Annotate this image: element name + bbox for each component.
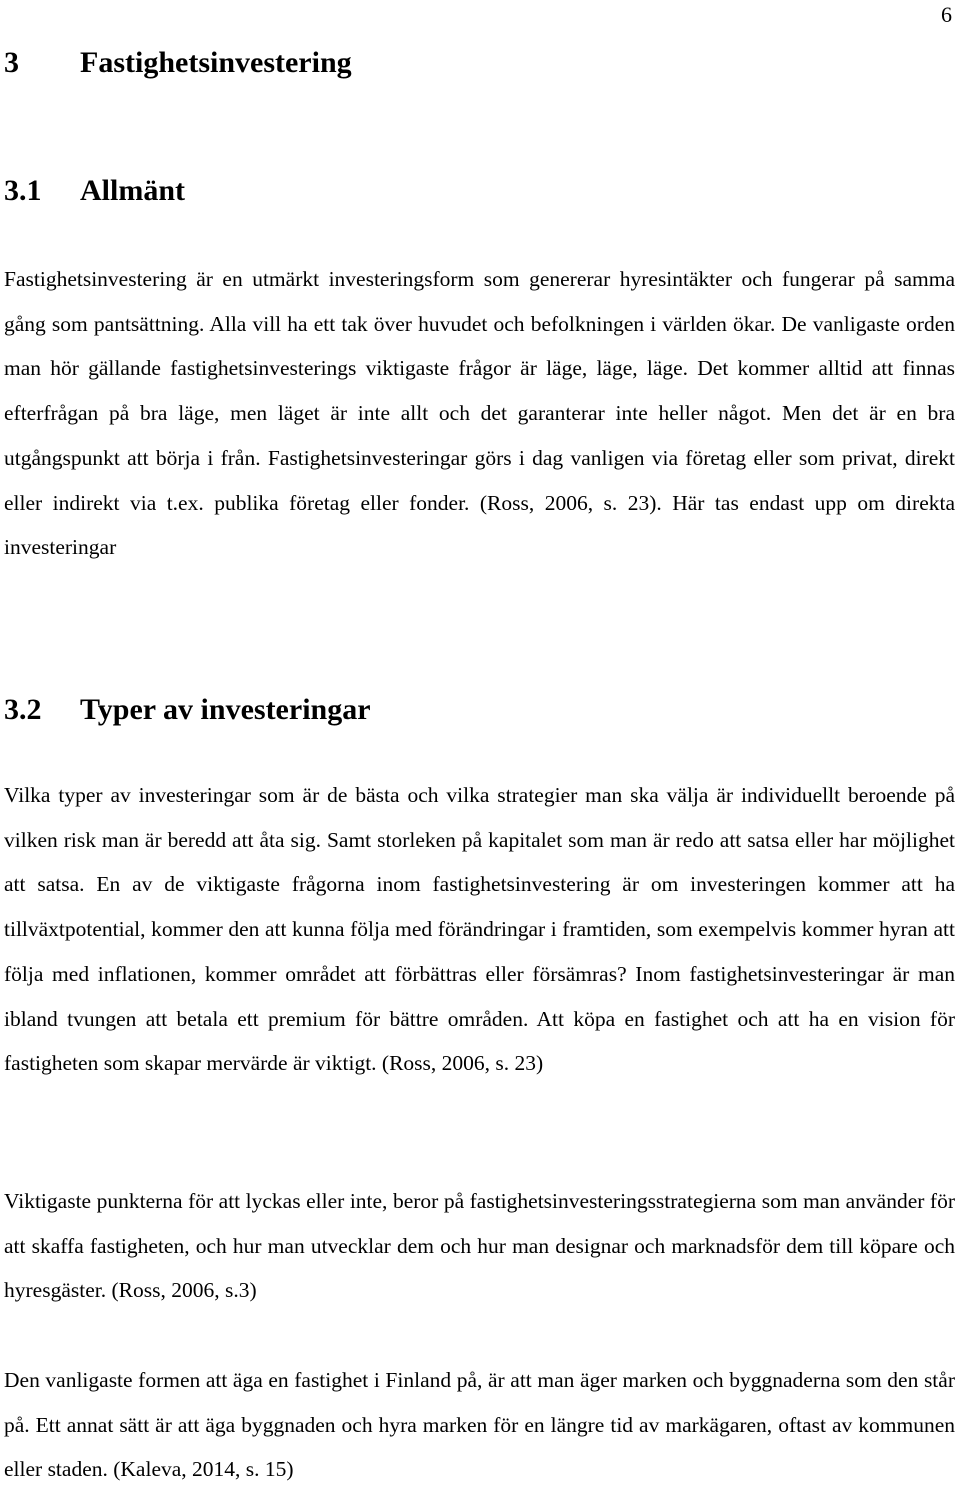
chapter-heading <box>4 45 352 81</box>
section-number: 3.1 <box>4 174 42 207</box>
section-heading-allmant <box>4 173 185 209</box>
chapter-number: 3 <box>4 46 19 79</box>
page-number: 6 <box>941 2 952 27</box>
chapter-title: Fastighetsinvestering <box>80 46 352 79</box>
section-heading-typer <box>4 692 371 728</box>
section-title: Typer av investeringar <box>80 693 371 726</box>
paragraph-allmant: Fastighetsinvestering är en utmärkt investeringsform som genererar hyresintäkter och fungerar på samma gång som pantsättning. Alla vill ha ett tak över huvudet och befolkningen i världen ökar. De vanligaste orden man hör gällande fastighetsinvesterings viktigaste frågor är läge, läge, läge. Det kommer alltid att finnas efterfrågan på bra läge, men läget är inte allt och det garanterar inte heller något. Men det är en bra utgångspunkt att börja i från. Fastighetsinvesteringar görs i dag vanligen via företag eller som privat, direkt eller indirekt via t.ex. publika företag eller fonder. (Ross, 2006, s. 23). Här tas endast upp om direkta investeringar <box>4 267 955 560</box>
section-number: 3.2 <box>4 693 42 726</box>
paragraph-typer-3: Den vanligaste formen att äga en fastighet i Finland på, är att man äger marken och byggnaderna som den står på. Ett annat sätt är att äga byggnaden och hyra marken för en längre tid av markägaren, oftast av kommunen eller staden. (Kaleva, 2014, s. 15) <box>4 1368 955 1482</box>
paragraph-typer-1: Vilka typer av investeringar som är de bästa och vilka strategier man ska välja är individuellt beroende på vilken risk man är beredd att åta sig. Samt storleken på kapitalet som man är redo att satsa eller har möjlighet att satsa. En av de viktigaste frågorna inom fastighetsinvestering är om investeringen kommer att ha tillväxtpotential, kommer den att kunna följa med förändringar i framtiden, som exempelvis kommer hyran att följa med inflationen, kommer området att förbättras eller försämras? Inom fastighetsinvesteringar är man ibland tvungen att betala ett premium för bättre områden. Att köpa en fastighet och att ha en vision för fastigheten som skapar mervärde är viktigt. (Ross, 2006, s. 23) <box>4 783 955 1076</box>
paragraph-typer-2: Viktigaste punkterna för att lyckas eller inte, beror på fastighetsinvesteringsstrategierna som man använder för att skaffa fastigheten, och hur man utvecklar dem och hur man designar och marknadsför dem till köpare och hyresgäster. (Ross, 2006, s.3) <box>4 1189 955 1303</box>
section-title: Allmänt <box>80 174 185 207</box>
